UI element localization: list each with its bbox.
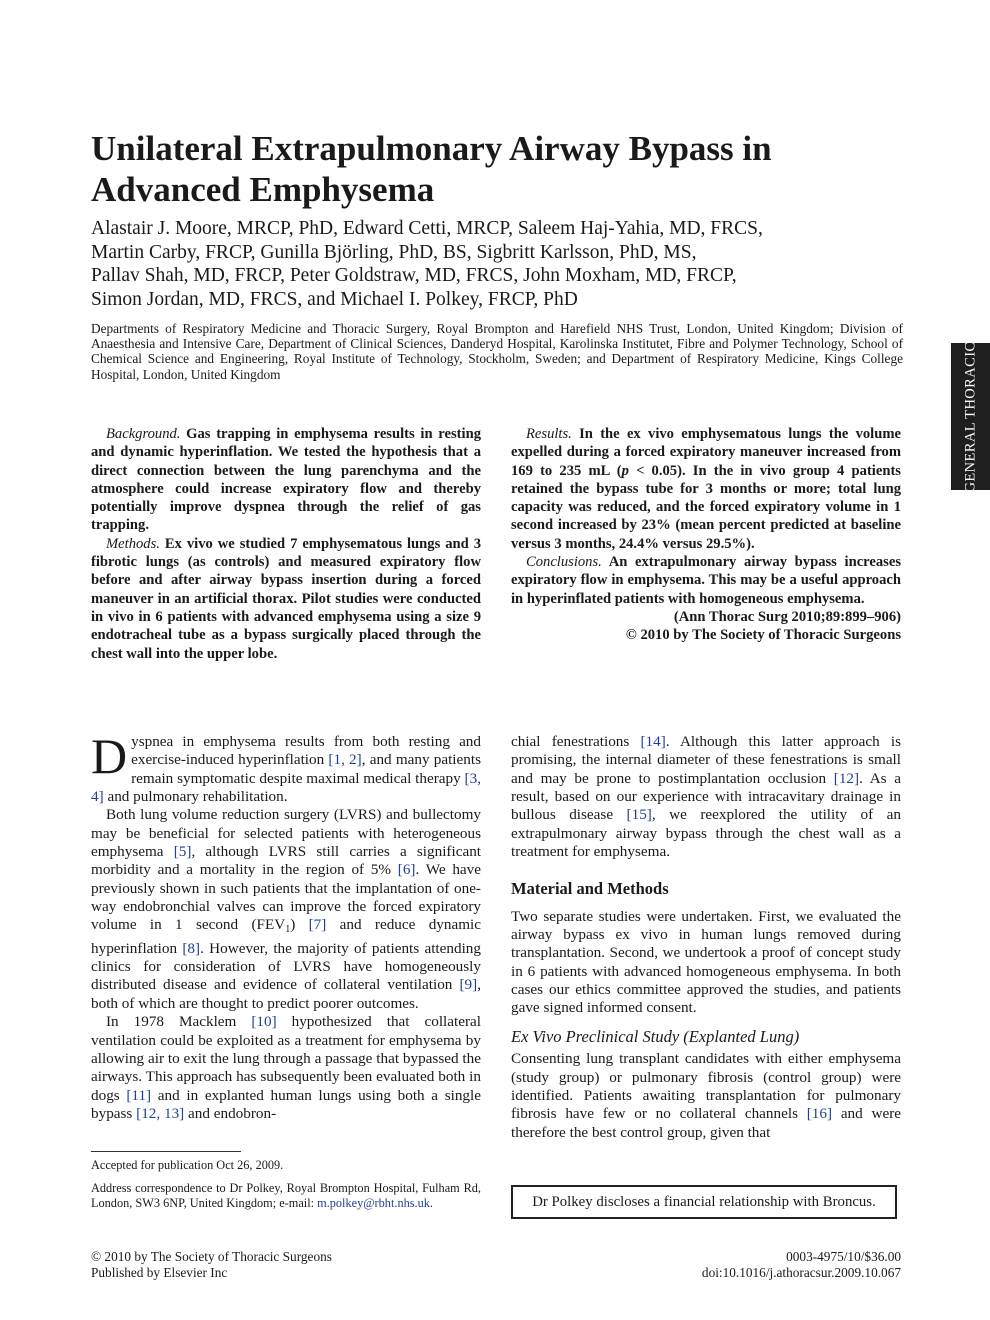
text-run: Both lung volume reduction surgery (LVRS) and bullectomy may be beneficial for selected patients with heterogeneous emphysema	[91, 806, 481, 861]
correspondence-address	[91, 1181, 481, 1211]
abstract-conclusions	[511, 553, 901, 608]
reference-link[interactable]: [9]	[459, 976, 478, 994]
reference-link[interactable]: [16]	[806, 1105, 833, 1123]
subsection-heading: Ex Vivo Preclinical Study (Explanted Lung)	[511, 1026, 800, 1046]
address-text: Address correspondence to Dr Polkey, Royal Brompton Hospital, Fulham Rd, London, SW3 6NP, United Kingdom; e-mail:	[91, 1181, 481, 1210]
text-run: chial fenestrations	[511, 733, 641, 750]
abstract-methods	[91, 535, 481, 663]
text-run: , although LVRS still carries a significant morbidity and a mortality in the region of 5%	[91, 843, 482, 879]
text-run: and in explanted human lungs using both a single bypass	[91, 1086, 481, 1122]
subscript: 1	[285, 924, 291, 936]
results-text: In the ex vivo emphysematous lungs the volume expelled during a forced expiratory maneuver increased from 169 to 235 mL (	[511, 426, 901, 479]
abstract-copyright: © 2010 by The Society of Thoracic Surgeons	[625, 627, 901, 644]
text-run: Consenting lung transplant candidates with either emphysema (study group) or pulmonary fibrosis (control group) were identified. Patients awaiting transplantation for pulmonary fibrosis have few or no collateral channels	[511, 1050, 901, 1123]
reference-link[interactable]: [11]	[126, 1086, 152, 1104]
methods-label: Methods.	[106, 535, 160, 552]
reference-link[interactable]: [10]	[251, 1013, 277, 1031]
reference-link[interactable]: [12]	[833, 769, 860, 787]
text-run: yspnea in emphysema results from both resting and exercise-induced hyperinflation	[131, 733, 481, 769]
body-paragraph	[511, 733, 901, 861]
abstract-left-column	[91, 425, 481, 663]
section-heading: Material and Methods	[511, 879, 669, 899]
text-run: and pulmonary rehabilitation.	[103, 788, 288, 806]
conclusions-text: An extrapulmonary airway bypass increases expiratory flow in emphysema. This may be a useful approach in hyperinflated patients with homogeneous emphysema.	[511, 554, 901, 607]
body-paragraph	[511, 1050, 901, 1142]
reference-link[interactable]: [5]	[173, 843, 192, 861]
text-run: , we reexplored the utility of an extrapulmonary airway bypass through the chest wall as a treatment for emphysema.	[511, 806, 901, 861]
email-link[interactable]: m.polkey@rbht.nhs.uk	[317, 1196, 430, 1210]
intro-paragraph	[91, 728, 481, 806]
footer-left	[91, 1249, 332, 1280]
article-title: Unilateral Extrapulmonary Airway Bypass in Advanced Emphysema	[91, 129, 772, 209]
reference-link[interactable]: [7]	[308, 916, 327, 934]
text-run: , and many patients remain symptomatic despite maximal medical therapy	[131, 751, 481, 787]
reference-link[interactable]: [8]	[182, 939, 201, 957]
disclosure-box: Dr Polkey discloses a financial relationship with Broncus.	[511, 1185, 897, 1219]
author-list	[91, 217, 891, 311]
address-end: .	[429, 1196, 433, 1210]
results-text-cont: < 0.05). In the in vivo group 4 patients retained the bypass tube for 3 months or more; total lung capacity was reduced, and the forced expiratory volume in 1 second increased by 23% (mean percent predicted at baseline versus 3 months, 24.4% versus 29.5%).	[511, 462, 901, 552]
reference-link[interactable]: [12, 13]	[136, 1104, 185, 1122]
text-run: . As a result, based on our experience with intracavitary drainage in bullous disease	[511, 769, 901, 824]
body-paragraph: Two separate studies were undertaken. First, we evaluated the airway bypass ex vivo in human lungs removed during transplantation. Second, we undertook a proof of concept study in 6 patients with advanced homogeneous emphysema. In both cases our ethics committee approved the studies, and patients gave signed informed consent.	[511, 907, 901, 1017]
reference-link[interactable]: [1, 2]	[328, 751, 362, 769]
methods-text: Ex vivo we studied 7 emphysematous lungs and 3 fibrotic lungs (as controls) and measured expiratory flow before and after airway bypass insertion during a forced maneuver in an artificial thorax. Pilot studies were conducted in vivo in 6 patients with advanced emphysema using a size 9 endotracheal tube as a bypass surgically placed through the chest wall into the upper lobe.	[91, 535, 481, 662]
text-run: hypothesized that collateral ventilation could be exploited as a treatment for emphysema by allowing air to exit the lung through a passage that bypassed the airways. This approach has subsequently been evaluated both in dogs	[91, 1013, 481, 1104]
journal-citation: (Ann Thorac Surg 2010;89:899–906)	[673, 608, 901, 625]
text-run: and reduce dynamic hyperinflation	[91, 916, 481, 957]
abstract-background	[91, 425, 481, 535]
footer-issn: 0003-4975/10/$36.00	[786, 1249, 901, 1264]
background-label: Background.	[106, 426, 181, 442]
body-paragraph	[91, 1013, 481, 1123]
results-label: Results.	[526, 426, 572, 442]
author-line: Martin Carby, FRCP, Gunilla Björling, PhD, BS, Sigbritt Karlsson, PhD, MS,	[91, 241, 697, 263]
abstract-right-column	[511, 425, 901, 645]
text-run: and were therefore the best control group, given that	[511, 1105, 902, 1141]
author-line: Simon Jordan, MD, FRCS, and Michael I. Polkey, FRCP, PhD	[91, 288, 578, 310]
abstract-results	[511, 425, 901, 553]
p-value-symbol: p	[621, 462, 629, 479]
body-paragraph	[91, 806, 481, 1013]
footer-doi[interactable]: doi:10.1016/j.athoracsur.2009.10.067	[701, 1264, 901, 1280]
text-run: . We have previously shown in such patients that the implantation of one-way endobronchial valves can improve the forced expiratory volume in 1 second (FEV	[91, 861, 481, 934]
section-side-tab	[951, 343, 990, 490]
reference-link[interactable]: [15]	[626, 806, 652, 824]
drop-cap: D	[91, 728, 128, 784]
side-tab-label: GENERAL THORACIC	[962, 341, 978, 492]
author-line: Pallav Shah, MD, FRCP, Peter Goldstraw, MD, FRCS, John Moxham, MD, FRCP,	[91, 265, 737, 286]
footer-publisher: Published by Elsevier Inc	[91, 1264, 228, 1280]
footer-copyright: © 2010 by The Society of Thoracic Surgeons	[91, 1249, 332, 1264]
footer-right	[611, 1249, 901, 1280]
text-run: and endobron-	[184, 1104, 277, 1122]
accepted-date: Accepted for publication Oct 26, 2009.	[91, 1158, 284, 1172]
reference-link[interactable]: [3, 4]	[91, 769, 481, 806]
text-run: , both of which are thought to predict poorer outcomes.	[91, 976, 481, 1012]
author-line: Alastair J. Moore, MRCP, PhD, Edward Cetti, MRCP, Saleem Haj-Yahia, MD, FRCS,	[91, 218, 763, 239]
text-run: . However, the majority of patients attending clinics for consideration of LVRS have homogeneously distributed disease and evidence of collateral ventilation	[91, 939, 481, 994]
footnote-divider	[91, 1151, 241, 1152]
reference-link[interactable]: [14]	[640, 733, 666, 750]
background-text: Gas trapping in emphysema results in resting and dynamic hyperinflation. We tested the hypothesis that a direct connection between the lung parenchyma and the atmosphere could increase expiratory flow and thereby potentially improve dyspnea through the relief of gas trapping.	[91, 426, 481, 534]
affiliations: Departments of Respiratory Medicine and Thoracic Surgery, Royal Brompton and Harefield NHS Trust, London, United Kingdom; Division of Anaesthesia and Intensive Care, Department of Clinical Sciences, Danderyd Hospital, Karolinska Institutet, Fibre and Polymer Technology, School of Chemical Science and Engineering, Royal Institute of Technology, Stockholm, Sweden; and Department of Respiratory Medicine, Kings College Hospital, London, United Kingdom	[91, 321, 903, 382]
body-right-column	[511, 733, 901, 1142]
reference-link[interactable]: [6]	[397, 861, 416, 879]
text-run: . Although this latter approach is promising, the internal diameter of these fenestrations is small and may be prone to postimplantation occlusion	[511, 733, 901, 787]
text-run: In 1978 Macklem	[106, 1013, 252, 1031]
conclusions-label: Conclusions.	[526, 554, 602, 571]
text-run: )	[290, 916, 309, 934]
body-left-column	[91, 728, 482, 1123]
